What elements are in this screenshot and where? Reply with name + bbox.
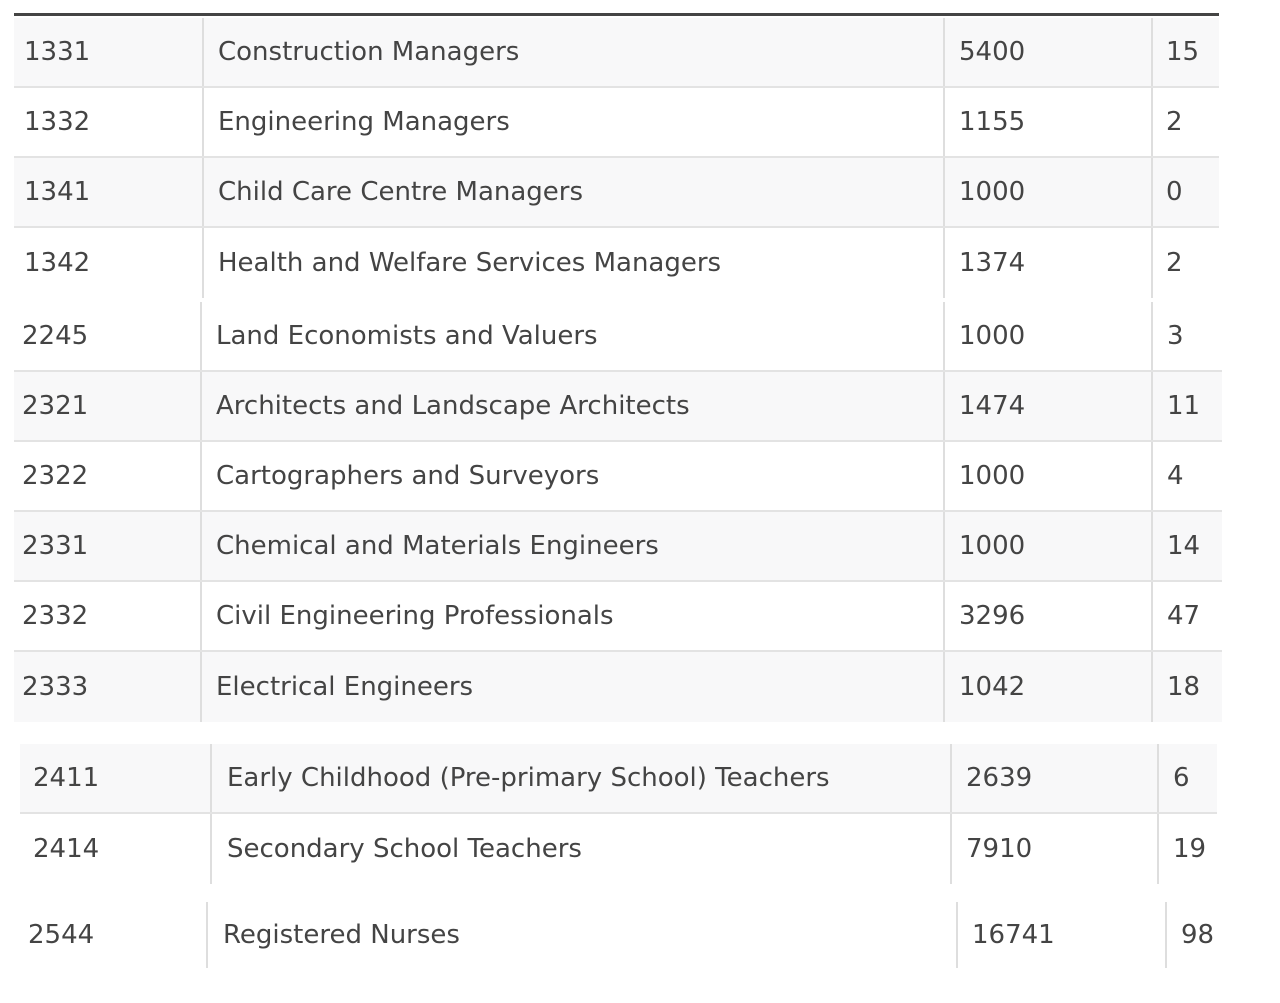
occupation-ceiling: 1000 <box>943 158 1153 226</box>
occupation-code: 2411 <box>33 763 100 793</box>
occupation-ceiling: 1042 <box>943 652 1153 722</box>
invitations-count: 18 <box>1151 652 1222 722</box>
table-block-professionals <box>14 302 1222 722</box>
table-row <box>14 582 1222 652</box>
occupation-code: 2332 <box>22 601 89 631</box>
table-row <box>14 372 1222 442</box>
occupation-ceiling: 16741 <box>956 902 1166 968</box>
invitations-count: 98 <box>1165 902 1220 968</box>
table-row <box>14 88 1219 158</box>
table-block-teachers <box>20 744 1217 884</box>
occupation-code: 2414 <box>33 834 100 864</box>
table-block-nurses <box>20 902 1220 968</box>
occupation-title: Land Economists and Valuers <box>200 302 945 370</box>
occupation-title: Early Childhood (Pre-primary School) Teachers <box>210 744 952 812</box>
occupation-code: 1331 <box>24 37 91 67</box>
occupation-code: 2544 <box>28 920 95 950</box>
occupation-title: Child Care Centre Managers <box>202 158 957 226</box>
table-top-rule <box>14 13 1219 16</box>
occupation-code: 2321 <box>22 391 89 421</box>
table-row <box>14 652 1222 722</box>
occupation-ceiling: 1374 <box>943 228 1153 298</box>
occupation-title: Architects and Landscape Architects <box>200 372 945 440</box>
table-row <box>14 302 1222 372</box>
occupation-code: 1341 <box>24 177 91 207</box>
occupation-ceiling: 1000 <box>943 442 1153 510</box>
invitations-count: 4 <box>1151 442 1222 510</box>
table-row <box>14 228 1219 298</box>
invitations-count: 47 <box>1151 582 1222 650</box>
occupation-code: 2333 <box>22 672 89 702</box>
occupation-title: Chemical and Materials Engineers <box>200 512 945 580</box>
table-row <box>14 512 1222 582</box>
occupation-title: Health and Welfare Services Managers <box>202 228 957 298</box>
table-row <box>14 158 1219 228</box>
invitations-count: 19 <box>1157 814 1217 884</box>
occupation-title: Secondary School Teachers <box>210 814 952 884</box>
invitations-count: 15 <box>1151 18 1221 86</box>
occupation-ceiling: 7910 <box>950 814 1160 884</box>
invitations-count: 3 <box>1151 302 1222 370</box>
invitations-count: 11 <box>1151 372 1222 440</box>
occupation-code: 2322 <box>22 461 89 491</box>
occupation-title: Construction Managers <box>202 18 957 86</box>
occupation-code: 1332 <box>24 107 91 137</box>
occupation-title: Registered Nurses <box>206 902 958 968</box>
table-row <box>20 902 1220 968</box>
occupation-ceiling: 5400 <box>943 18 1153 86</box>
occupation-ceiling: 1000 <box>943 302 1153 370</box>
occupation-code: 1342 <box>24 248 91 278</box>
invitations-count: 6 <box>1157 744 1217 812</box>
table-row <box>14 442 1222 512</box>
occupation-ceiling: 2639 <box>950 744 1160 812</box>
occupation-code: 2331 <box>22 531 89 561</box>
invitations-count: 2 <box>1151 88 1221 156</box>
occupation-ceiling: 3296 <box>943 582 1153 650</box>
invitations-count: 14 <box>1151 512 1222 580</box>
occupation-title: Cartographers and Surveyors <box>200 442 945 510</box>
table-block-managers <box>14 18 1219 298</box>
occupation-ceiling: 1155 <box>943 88 1153 156</box>
invitations-count: 2 <box>1151 228 1221 298</box>
table-row <box>20 814 1217 884</box>
occupation-ceiling: 1474 <box>943 372 1153 440</box>
occupation-ceiling: 1000 <box>943 512 1153 580</box>
occupation-code: 2245 <box>22 321 89 351</box>
occupation-title: Civil Engineering Professionals <box>200 582 945 650</box>
table-row <box>20 744 1217 814</box>
table-row <box>14 18 1219 88</box>
occupation-title: Electrical Engineers <box>200 652 945 722</box>
occupation-title: Engineering Managers <box>202 88 957 156</box>
invitations-count: 0 <box>1151 158 1221 226</box>
